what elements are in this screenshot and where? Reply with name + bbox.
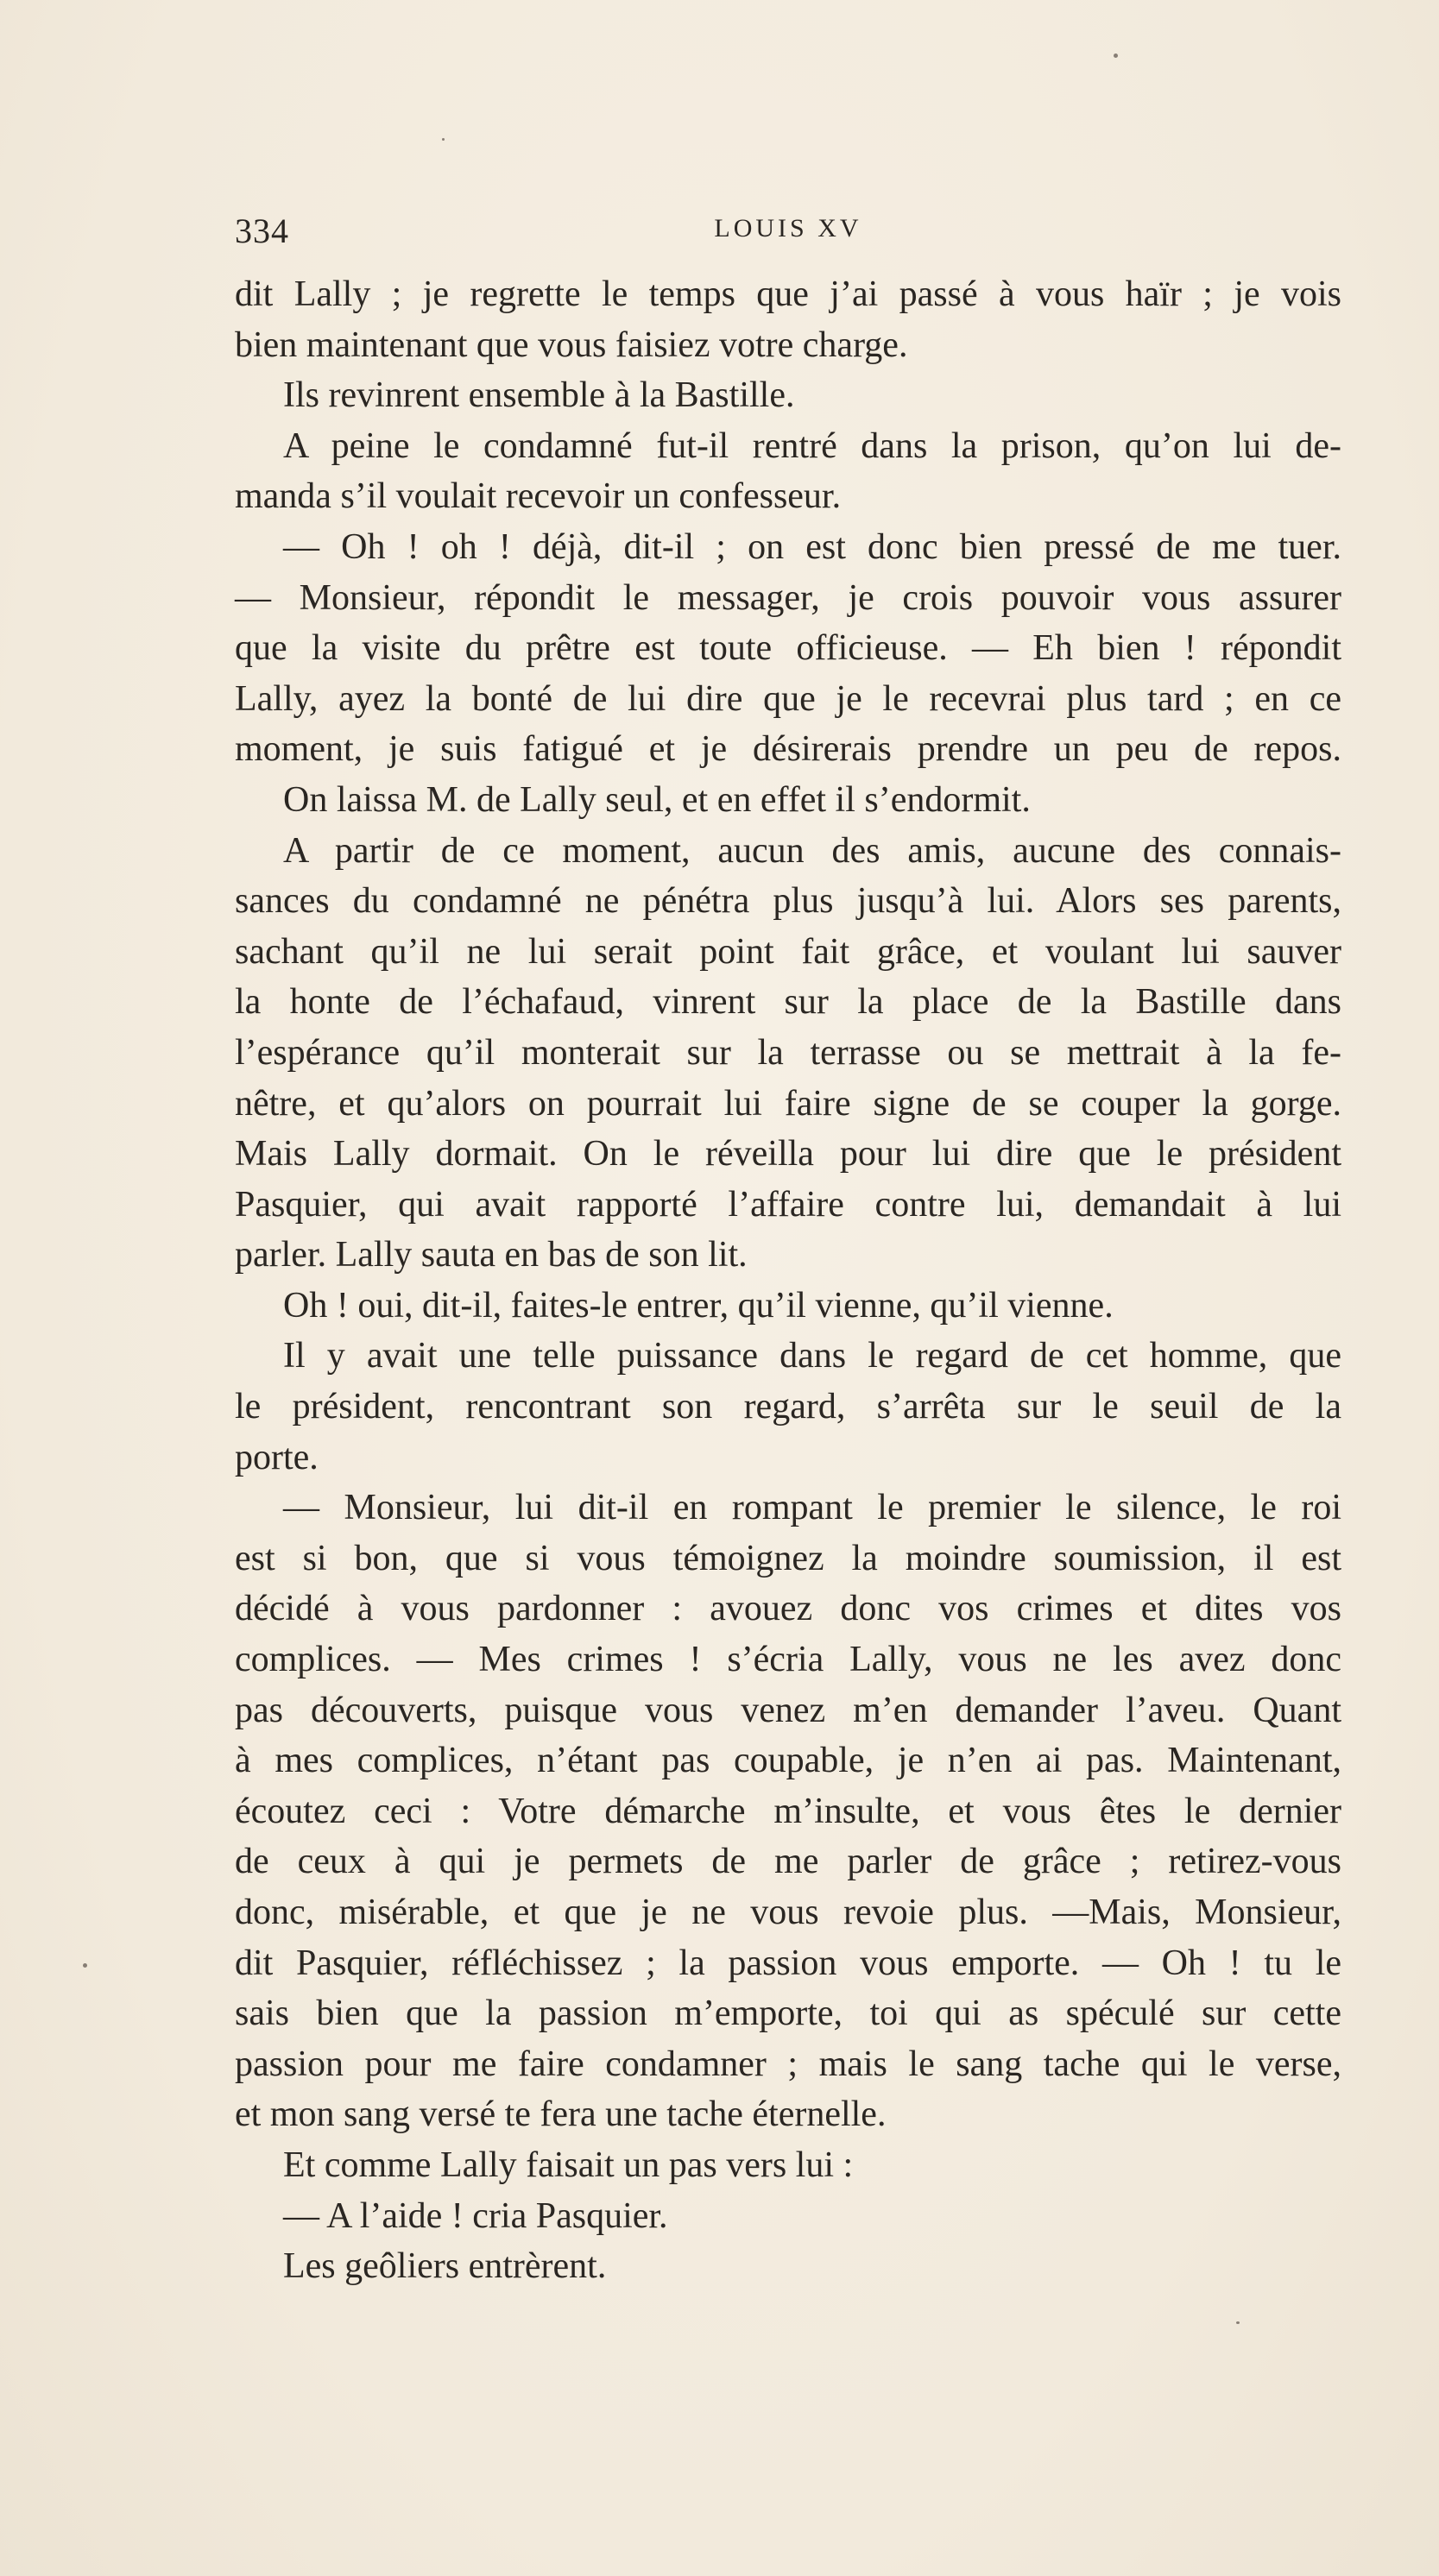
- text-line: que la visite du prêtre est toute officieuse. — Eh bien ! répondit: [235, 628, 1341, 669]
- text-line: l’espérance qu’il monterait sur la terrasse ou se mettrait à la fe-: [235, 1032, 1341, 1073]
- text-line: et mon sang versé te fera une tache éternelle.: [235, 2094, 887, 2135]
- text-line: moment, je suis fatigué et je désirerais prendre un peu de repos.: [235, 729, 1341, 770]
- text-line: On laissa M. de Lally seul, et en effet il s’endormit.: [283, 779, 1031, 820]
- text-line: la honte de l’échafaud, vinrent sur la place de la Bastille dans: [235, 982, 1341, 1023]
- paper-speck: [1236, 2321, 1240, 2324]
- text-line: — A l’aide ! cria Pasquier.: [283, 2195, 668, 2236]
- text-line: donc, misérable, et que je ne vous revoie plus. —Mais, Monsieur,: [235, 1893, 1341, 1932]
- running-head: LOUIS XV: [714, 214, 862, 242]
- text-line: de ceux à qui je permets de me parler de grâce ; retirez-vous: [235, 1842, 1341, 1882]
- text-line: décidé à vous pardonner : avouez donc vos crimes et dites vos: [235, 1589, 1341, 1629]
- text-line: A partir de ce moment, aucun des amis, aucune des connais-: [283, 830, 1341, 871]
- text-line: sances du condamné ne pénétra plus jusqu’à lui. Alors ses parents,: [235, 881, 1341, 922]
- text-line: manda s’il voulait recevoir un confesseur.: [235, 476, 842, 517]
- text-line: Et comme Lally faisait un pas vers lui :: [283, 2145, 854, 2185]
- page-number: 334: [235, 211, 289, 250]
- text-line: dit Pasquier, réfléchissez ; la passion vous emporte. — Oh ! tu le: [235, 1943, 1341, 1983]
- text-line: passion pour me faire condamner ; mais le sang tache qui le verse,: [235, 2044, 1341, 2084]
- text-line: Pasquier, qui avait rapporté l’affaire contre lui, demandait à lui: [235, 1184, 1341, 1225]
- paper-speck: [442, 138, 445, 141]
- paper-speck: [1114, 54, 1118, 58]
- text-line: Mais Lally dormait. On le réveilla pour lui dire que le président: [235, 1134, 1341, 1175]
- text-line: Lally, ayez la bonté de lui dire que je le recevrai plus tard ; en ce: [235, 678, 1341, 719]
- text-line: A peine le condamné fut-il rentré dans la prison, qu’on lui de-: [283, 425, 1341, 466]
- text-line: dit Lally ; je regrette le temps que j’ai passé à vous haïr ; je vois: [235, 274, 1341, 314]
- text-line: parler. Lally sauta en bas de son lit.: [235, 1235, 748, 1275]
- text-line: bien maintenant que vous faisiez votre charge.: [235, 324, 908, 365]
- text-line: — Monsieur, répondit le messager, je crois pouvoir vous assurer: [235, 577, 1341, 618]
- text-line: complices. — Mes crimes ! s’écria Lally, vous ne les avez donc: [235, 1640, 1341, 1680]
- text-line: sachant qu’il ne lui serait point fait grâce, et voulant lui sauver: [235, 931, 1341, 972]
- text-line: à mes complices, n’étant pas coupable, je n’en ai pas. Maintenant,: [235, 1741, 1341, 1781]
- page-header: [235, 205, 1341, 257]
- text-line: — Oh ! oh ! déjà, dit-il ; on est donc bien pressé de me tuer.: [283, 526, 1341, 567]
- paper-speck: [83, 1963, 87, 1968]
- text-line: nêtre, et qu’alors on pourrait lui faire signe de se couper la gorge.: [235, 1083, 1341, 1124]
- text-line: Ils revinrent ensemble à la Bastille.: [283, 375, 795, 416]
- text-line: pas découverts, puisque vous venez m’en demander l’aveu. Quant: [235, 1690, 1341, 1730]
- text-line: est si bon, que si vous témoignez la moindre soumission, il est: [235, 1538, 1341, 1578]
- text-line: écoutez ceci : Votre démarche m’insulte, et vous êtes le dernier: [235, 1791, 1341, 1831]
- body-text: [235, 269, 1341, 2292]
- text-line: Les geôliers entrèrent.: [283, 2246, 607, 2287]
- text-line: — Monsieur, lui dit-il en rompant le premier le silence, le roi: [283, 1488, 1341, 1528]
- text-line: Oh ! oui, dit-il, faites-le entrer, qu’il vienne, qu’il vienne.: [283, 1285, 1114, 1326]
- text-line: porte.: [235, 1437, 319, 1477]
- text-line: Il y avait une telle puissance dans le regard de cet homme, que: [283, 1336, 1341, 1376]
- text-line: sais bien que la passion m’emporte, toi qui as spéculé sur cette: [235, 1993, 1341, 2034]
- text-line: le président, rencontrant son regard, s’arrêta sur le seuil de la: [235, 1387, 1341, 1427]
